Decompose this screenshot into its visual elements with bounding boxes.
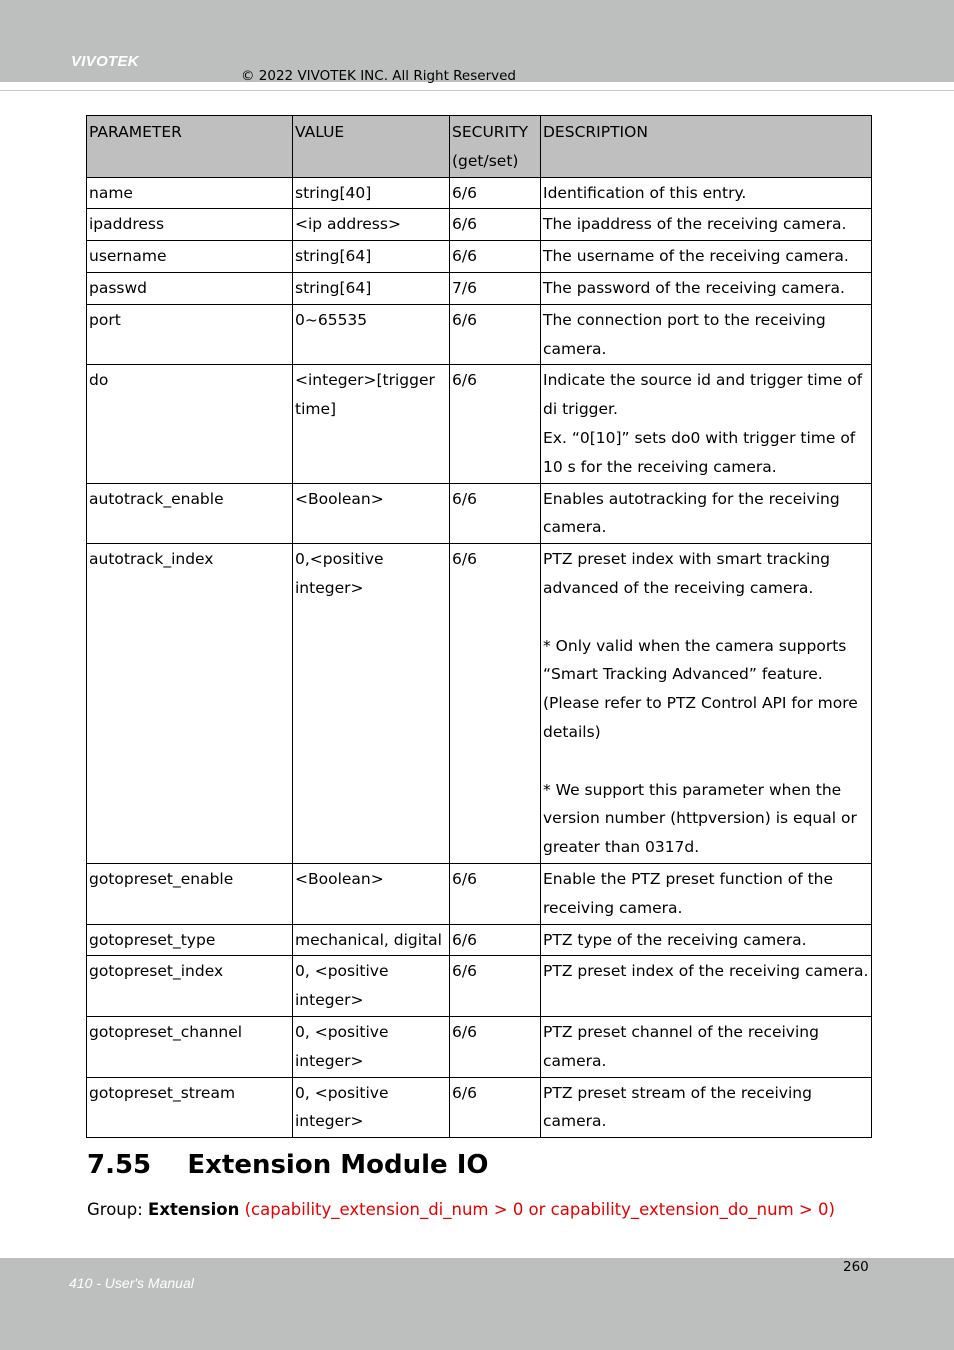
cell-description: The username of the receiving camera. [541,241,872,273]
cell-value: mechanical, digital [293,924,450,956]
table-row [87,241,872,273]
brand-logo: VIVOTEK [71,53,139,70]
cell-security: 7/6 [450,272,541,304]
cell-description: PTZ preset stream of the receiving camera. [541,1077,872,1138]
cell-description: Enables autotracking for the receiving camera. [541,483,872,544]
cell-parameter: gotopreset_type [87,924,293,956]
cell-parameter: gotopreset_index [87,956,293,1017]
header-divider [0,90,954,91]
cell-security: 6/6 [450,1077,541,1138]
cell-security: 6/6 [450,863,541,924]
cell-description: Enable the PTZ preset function of the receiving camera. [541,863,872,924]
column-header-value: VALUE [293,116,450,178]
parameter-table [86,115,872,1138]
cell-parameter: port [87,304,293,365]
table-row [87,863,872,924]
cell-parameter: gotopreset_enable [87,863,293,924]
cell-value: 0, <positive integer> [293,1077,450,1138]
cell-security: 6/6 [450,177,541,209]
page-number: 260 [843,1259,869,1275]
cell-description: The ipaddress of the receiving camera. [541,209,872,241]
cell-value: 0,<positive integer> [293,544,450,864]
table-row [87,483,872,544]
cell-value: 0~65535 [293,304,450,365]
table-row [87,272,872,304]
cell-parameter: ipaddress [87,209,293,241]
cell-parameter: passwd [87,272,293,304]
cell-security: 6/6 [450,304,541,365]
table-row [87,924,872,956]
cell-description: The password of the receiving camera. [541,272,872,304]
cell-security: 6/6 [450,365,541,483]
cell-value: <Boolean> [293,483,450,544]
cell-parameter: autotrack_index [87,544,293,864]
cell-description: PTZ preset index with smart tracking advanced of the receiving camera. * Only valid when the camera supports “Smart Tracking Advanced” feature. (Please refer to PTZ Control API for more details) * We support this parameter when the version number (httpversion) is equal or greater than 0317d. [541,544,872,864]
cell-security: 6/6 [450,924,541,956]
table-row [87,544,872,864]
cell-parameter: gotopreset_stream [87,1077,293,1138]
table-header-row [87,116,872,178]
table-body [87,177,872,1138]
table-row [87,177,872,209]
cell-value: string[64] [293,272,450,304]
cell-value: <integer>[trigger time] [293,365,450,483]
cell-description: PTZ type of the receiving camera. [541,924,872,956]
cell-value: string[40] [293,177,450,209]
cell-security: 6/6 [450,956,541,1017]
cell-security: 6/6 [450,209,541,241]
cell-description: PTZ preset channel of the receiving camera. [541,1016,872,1077]
table-row [87,956,872,1017]
footer-band [0,1258,954,1350]
cell-security: 6/6 [450,544,541,864]
cell-description: Identification of this entry. [541,177,872,209]
column-header-description: DESCRIPTION [541,116,872,178]
cell-description: PTZ preset index of the receiving camera. [541,956,872,1017]
cell-security: 6/6 [450,483,541,544]
copyright-notice: © 2022 VIVOTEK INC. All Right Reserved [241,68,516,84]
cell-parameter: username [87,241,293,273]
cell-parameter: do [87,365,293,483]
cell-value: string[64] [293,241,450,273]
table-row [87,365,872,483]
cell-parameter: name [87,177,293,209]
group-label: Group: [87,1200,149,1219]
cell-value: <Boolean> [293,863,450,924]
table-row [87,209,872,241]
cell-description: The connection port to the receiving camera. [541,304,872,365]
cell-value: 0, <positive integer> [293,1016,450,1077]
group-condition: (capability_extension_di_num > 0 or capability_extension_do_num > 0) [239,1200,835,1219]
cell-value: <ip address> [293,209,450,241]
group-name: Extension [148,1200,240,1219]
column-header-parameter: PARAMETER [87,116,293,178]
cell-security: 6/6 [450,241,541,273]
group-line [87,1200,835,1219]
column-header-security: SECURITY (get/set) [450,116,541,178]
cell-description: Indicate the source id and trigger time of di trigger. Ex. “0[10]” sets do0 with trigger time of 10 s for the receiving camera. [541,365,872,483]
table-row [87,304,872,365]
cell-parameter: gotopreset_channel [87,1016,293,1077]
section-title: 7.55 Extension Module IO [87,1150,489,1180]
table-row [87,1077,872,1138]
cell-parameter: autotrack_enable [87,483,293,544]
manual-label: 410 - User's Manual [69,1275,194,1291]
cell-security: 6/6 [450,1016,541,1077]
table-row [87,1016,872,1077]
cell-value: 0, <positive integer> [293,956,450,1017]
